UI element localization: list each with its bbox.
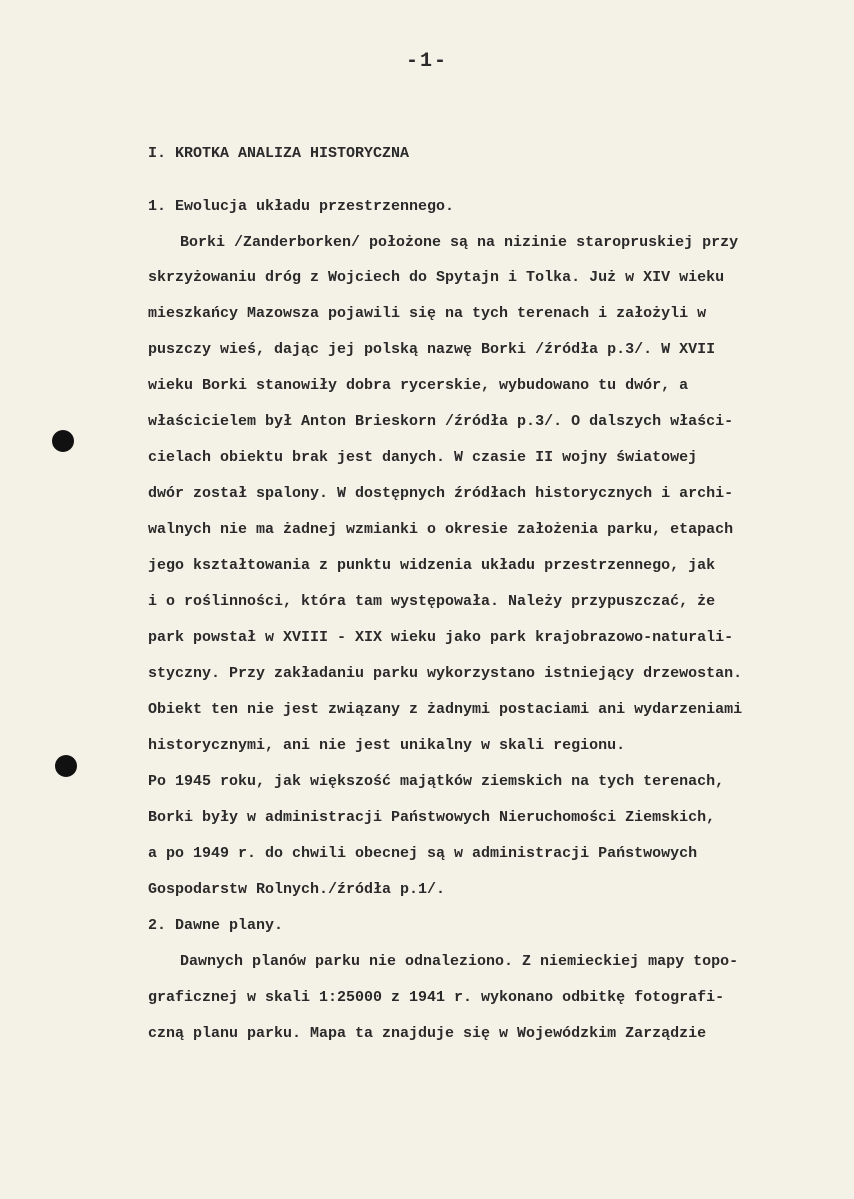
- text-line: walnych nie ma żadnej wzmianki o okresie założenia parku, etapach: [148, 521, 734, 538]
- text-line: wieku Borki stanowiły dobra rycerskie, wybudowano tu dwór, a: [148, 377, 689, 394]
- text-line: mieszkańcy Mazowsza pojawili się na tych terenach i założyli w: [148, 305, 707, 322]
- text-line: Gospodarstw Rolnych./źródła p.1/.: [148, 881, 446, 898]
- text-line: jego kształtowania z punktu widzenia układu przestrzennego, jak: [148, 557, 716, 574]
- text-line: a po 1949 r. do chwili obecnej są w administracji Państwowych: [148, 845, 698, 862]
- text-line: Po 1945 roku, jak większość majątków ziemskich na tych terenach,: [148, 773, 725, 790]
- text-line: Dawnych planów parku nie odnaleziono. Z niemieckiej mapy topo-: [180, 953, 739, 970]
- punch-hole: [52, 430, 74, 452]
- text-line: puszczy wieś, dając jej polską nazwę Borki /źródła p.3/. W XVII: [148, 341, 716, 358]
- text-line: Borki były w administracji Państwowych Nieruchomości Ziemskich,: [148, 809, 716, 826]
- section-heading: I. KROTKA ANALIZA HISTORYCZNA: [148, 145, 410, 162]
- text-line: historycznymi, ani nie jest unikalny w skali regionu.: [148, 737, 626, 754]
- subsection-heading: 1. Ewolucja układu przestrzennego.: [148, 198, 455, 215]
- text-line: i o roślinności, która tam występowała. Należy przypuszczać, że: [148, 593, 716, 610]
- punch-hole: [55, 755, 77, 777]
- text-line: graficznej w skali 1:25000 z 1941 r. wykonano odbitkę fotografi-: [148, 989, 725, 1006]
- page-number: -1-: [405, 50, 448, 73]
- text-line: czną planu parku. Mapa ta znajduje się w Wojewódzkim Zarządzie: [148, 1025, 707, 1042]
- text-line: styczny. Przy zakładaniu parku wykorzystano istniejący drzewostan.: [148, 665, 743, 682]
- text-line: park powstał w XVIII - XIX wieku jako park krajobrazowo-naturali-: [148, 629, 734, 646]
- text-line: Borki /Zanderborken/ położone są na nizinie staropruskiej przy: [180, 234, 739, 251]
- text-line: dwór został spalony. W dostępnych źródłach historycznych i archi-: [148, 485, 734, 502]
- text-line: skrzyżowaniu dróg z Wojciech do Spytajn i Tolka. Już w XIV wieku: [148, 269, 725, 286]
- text-line: właścicielem był Anton Brieskorn /źródła p.3/. O dalszych właści-: [148, 413, 734, 430]
- text-line: Obiekt ten nie jest związany z żadnymi postaciami ani wydarzeniami: [148, 701, 743, 718]
- subsection-heading: 2. Dawne plany.: [148, 917, 284, 934]
- text-line: cielach obiektu brak jest danych. W czasie II wojny światowej: [148, 449, 698, 466]
